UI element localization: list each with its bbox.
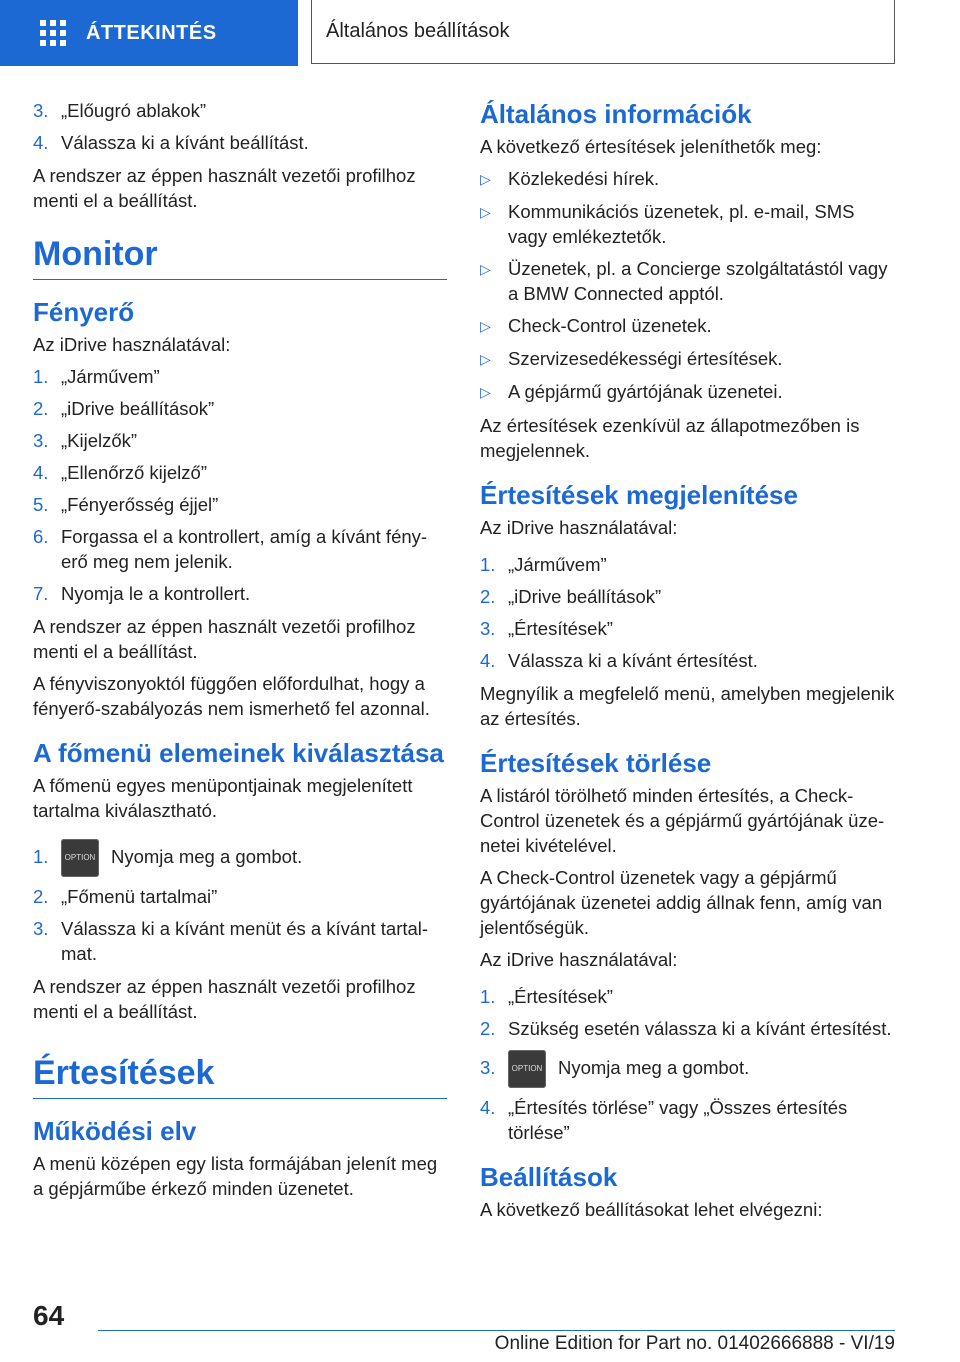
paragraph: A rendszer az éppen használt vezetői profilhoz menti el a beállítást.	[33, 616, 416, 662]
triangle-bullet-icon: ▷	[480, 318, 491, 334]
triangle-bullet-icon: ▷	[480, 204, 491, 220]
triangle-bullet-icon: ▷	[480, 384, 491, 400]
list-item: 2. „iDrive beállítások”	[480, 586, 662, 607]
heading-principle: Működési elv	[33, 1116, 197, 1147]
paragraph: A főmenü egyes menüpontjainak megjelenített tartalma kiválasztható.	[33, 775, 413, 821]
list-item: 3. „Előugró ablakok”	[33, 100, 206, 121]
list-item: ▷ A gépjármű gyártójának üzenetei.	[480, 379, 898, 405]
top-navigation	[0, 0, 960, 66]
paragraph: A rendszer az éppen használt vezetői profilhoz menti el a beállítást.	[33, 976, 416, 1023]
paragraph: A rendszer az éppen használt vezetői profilhoz menti el a beállítást.	[33, 165, 416, 211]
footer-edition: Online Edition for Part no. 01402666888 - VI/19	[494, 1333, 895, 1354]
list-item: ▷ Check-Control üzenetek.	[480, 313, 898, 339]
heading-notifications: Értesítések	[33, 1052, 447, 1099]
list-item: 7. Nyomja le a kontrollert.	[33, 583, 251, 604]
list-item: 1. „Értesítések”	[480, 986, 613, 1007]
left-column	[33, 98, 447, 1208]
list-item: 2. „iDrive beállítások”	[33, 398, 215, 419]
heading-brightness: Fényerő	[33, 297, 135, 327]
grid-icon	[40, 20, 66, 46]
paragraph: A menü középen egy lista formájában jelenít meg a gépjárműbe érkező minden üzenetet.	[33, 1153, 438, 1200]
list-item: 2. „Főmenü tartalmai”	[33, 886, 218, 908]
list-item: 1. „Járművem”	[33, 366, 160, 387]
list-item: ▷ Szervizesedékességi értesítések.	[480, 346, 898, 372]
tab-overview-label: ÁTTEKINTÉS	[86, 21, 217, 44]
section-title: Általános beállítások	[326, 20, 510, 42]
paragraph: A listáról törölhető minden értesítés, a Check-Control üzenetek és a gépjármű gyártójának üzenetei kivételével.	[480, 785, 885, 856]
paragraph: A következő beállításokat lehet elvégezni:	[480, 1199, 823, 1221]
paragraph: Az iDrive használatával:	[33, 334, 231, 355]
list-top	[33, 98, 447, 155]
heading-settings: Beállítások	[480, 1162, 618, 1193]
list-item: 1. OPTION Nyomja meg a gombot.	[33, 837, 447, 877]
paragraph: A fényviszonyoktól függően előfordulhat, hogy a fényerő-szabályozás nem ismerhető fel azonnal.	[33, 673, 430, 719]
triangle-bullet-icon: ▷	[480, 261, 491, 277]
list-item: 3. „Kijelzők”	[33, 430, 138, 451]
brightness-steps	[33, 364, 447, 606]
footer-divider	[98, 1330, 895, 1331]
list-item: 3. „Értesítések”	[480, 618, 613, 639]
list-item: ▷ Üzenetek, pl. a Concierge szolgáltatástól vagy a BMW Connected apptól.	[480, 258, 888, 304]
list-item: 4. Válassza ki a kívánt beállítást.	[33, 132, 309, 153]
list-item: 3. Válassza ki a kívánt menüt és a kívánt tartalmat.	[33, 918, 429, 965]
list-item: 4. „Értesítés törlése” vagy „Összes értesítés törlése”	[480, 1097, 848, 1144]
triangle-bullet-icon: ▷	[480, 171, 491, 187]
right-column	[480, 98, 898, 1229]
delete-steps	[480, 984, 898, 1145]
option-button-icon: OPTION	[508, 1050, 546, 1088]
heading-display-notifications: Értesítések megjelenítése	[480, 480, 798, 510]
heading-mainmenu: A főmenü elemeinek kiválasztása	[33, 738, 444, 768]
triangle-bullet-icon: ▷	[480, 351, 491, 367]
notification-types-list	[480, 166, 898, 405]
mainmenu-steps	[33, 837, 447, 966]
tab-overview[interactable]	[0, 0, 298, 66]
paragraph: A következő értesítések jeleníthetők meg:	[480, 136, 822, 157]
paragraph: Megnyílik a megfelelő menü, amelyben megjelenik az értesítés.	[480, 683, 895, 729]
list-item: ▷ Kommunikációs üzenetek, pl. e-mail, SMS vagy emlékeztetők.	[480, 201, 855, 247]
paragraph: A Check-Control üzenetek vagy a gépjármű gyártójának üzenetei addig állnak fenn, amíg van jelentőségük.	[480, 867, 883, 938]
page-number: 64	[33, 1300, 65, 1331]
heading-monitor: Monitor	[33, 233, 447, 280]
paragraph: Az iDrive használatával:	[480, 949, 678, 970]
list-item: 5. „Fényerősség éjjel”	[33, 494, 219, 515]
option-button-icon: OPTION	[61, 839, 99, 877]
list-item: 4. „Ellenőrző kijelző”	[33, 462, 207, 483]
list-item: 3. OPTION Nyomja meg a gombot.	[480, 1048, 898, 1088]
list-item: 6. Forgassa el a kontrollert, amíg a kívánt fényerő meg nem jelenik.	[33, 526, 428, 572]
list-item: 2. Szükség esetén válassza ki a kívánt értesítést.	[480, 1018, 892, 1039]
display-steps	[480, 552, 898, 673]
tab-section-title[interactable]	[311, 0, 895, 64]
heading-delete-notifications: Értesítések törlése	[480, 748, 712, 778]
list-item: ▷ Közlekedési hírek.	[480, 166, 898, 192]
paragraph: Az értesítések ezenkívül az állapotmezőben is megjelennek.	[480, 415, 860, 461]
list-item: 1. „Járművem”	[480, 554, 607, 575]
list-item: 4. Válassza ki a kívánt értesítést.	[480, 650, 758, 671]
heading-general-info: Általános információk	[480, 99, 752, 129]
paragraph: Az iDrive használatával:	[480, 517, 678, 538]
